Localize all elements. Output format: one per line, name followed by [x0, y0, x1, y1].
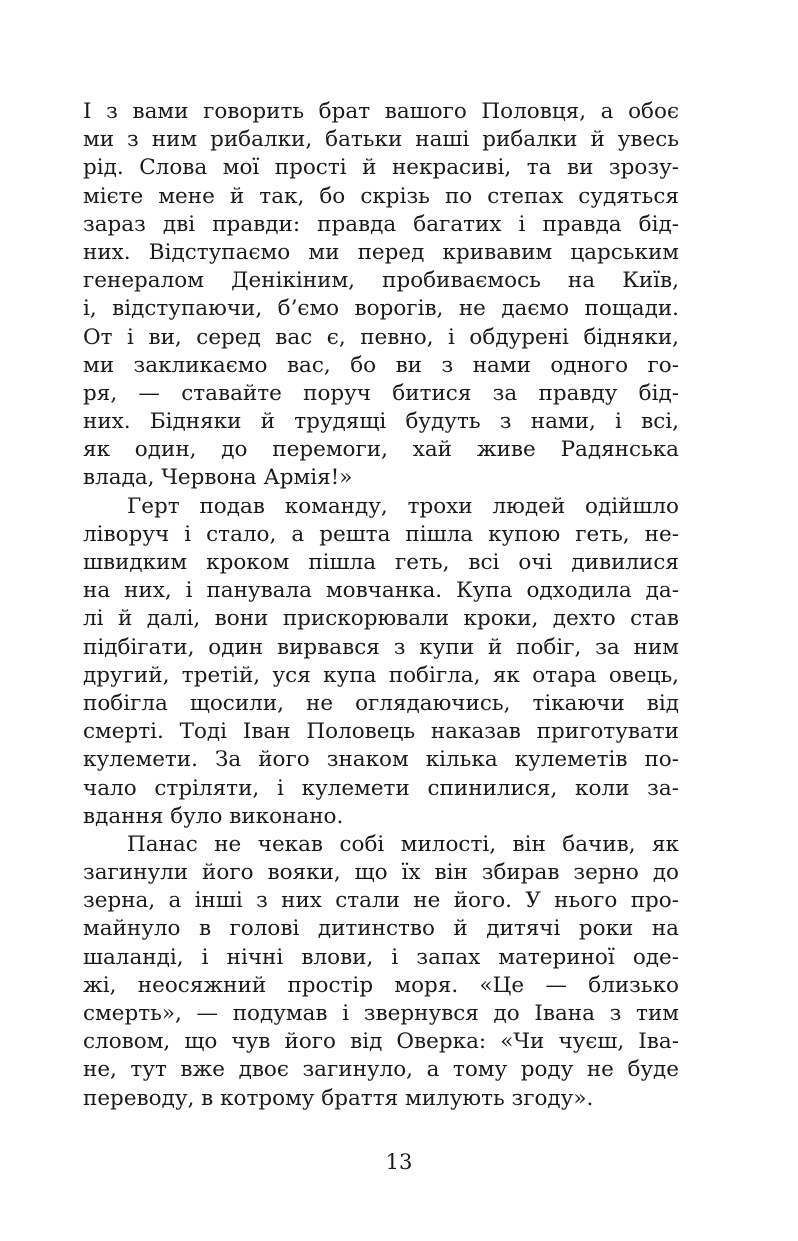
text-line: словом, що чув його від Оверка: «Чи чуєш, Іва-: [83, 1029, 679, 1055]
text-line: Герт подав команду, трохи людей одійшло: [127, 493, 679, 519]
paragraph-1: [83, 98, 679, 493]
text-line: влада, Червона Армія!»: [83, 465, 353, 491]
text-line: жі, неосяжний простір моря. «Це — близько: [83, 972, 679, 998]
text-line: зараз дві правди: правда багатих і правда бід-: [83, 211, 679, 237]
text-line: І з вами говорить брат вашого Половця, а обоє: [83, 99, 679, 124]
paragraph-3: [83, 831, 679, 1113]
text-line: ми закликаємо вас, бо ви з нами одного го-: [83, 352, 679, 378]
text-line: ми з ним рибалки, батьки наші рибалки й увесь: [83, 127, 679, 153]
text-line: не, тут вже двоє загинуло, а тому роду не буде: [83, 1057, 679, 1083]
text-line: другий, третій, уся купа побігла, як отара овець,: [83, 662, 679, 688]
paragraph-2: [83, 493, 679, 831]
text-line: швидким кроком пішла геть, всі очі дивилися: [83, 550, 679, 575]
text-line: чало стріляти, і кулемети спинилися, коли за-: [83, 775, 679, 801]
text-line: кулемети. За його знаком кілька кулеметів по-: [83, 747, 679, 773]
text-line: переводу, в котрому браття милують згоду».: [83, 1085, 594, 1111]
text-line: мієте мене й так, бо скрізь по степах судяться: [83, 183, 679, 209]
text-line: лі й далі, вони прискорювали кроки, дехто став: [83, 606, 679, 632]
text-line: ря, — ставайте поруч битися за правду бід-: [83, 380, 679, 406]
text-line: як один, до перемоги, хай живе Радянська: [83, 437, 679, 463]
page-number: 13: [385, 1150, 413, 1174]
text-line: смерть», — подумав і звернувся до Івана з тим: [83, 1001, 679, 1026]
text-line: генералом Денікіним, пробиваємось на Київ,: [83, 268, 679, 294]
text-line: От і ви, серед вас є, певно, і обдурені бідняки,: [83, 324, 679, 350]
text-line: і, відступаючи, б’ємо ворогів, не даємо пощади.: [83, 296, 679, 322]
text-line: майнуло в голові дитинство й дитячі роки на: [83, 916, 679, 942]
text-line: шаланді, і нічні влови, і запах материної оде-: [83, 944, 679, 970]
text-line: вдання було виконано.: [83, 803, 344, 829]
text-line: смерті. Тоді Іван Половець наказав приготувати: [83, 719, 679, 745]
text-line: Панас не чекав собі милості, він бачив, як: [127, 831, 679, 857]
text-line: побігла щосили, не оглядаючись, тікаючи від: [83, 690, 679, 716]
text-line: на них, і панувала мовчанка. Купа одходила да-: [83, 578, 679, 604]
text-line: ліворуч і стало, а решта пішла купою геть, не-: [83, 521, 679, 547]
page-body: [83, 98, 679, 1113]
text-line: них. Бідняки й трудящі будуть з нами, і всі,: [83, 409, 679, 435]
text-line: підбігати, один вирвався з купи й побіг, за ним: [83, 634, 679, 660]
text-line: загинули його вояки, що їх він збирав зерно до: [83, 860, 679, 886]
text-line: них. Відступаємо ми перед кривавим царським: [83, 239, 679, 265]
text-line: рід. Слова мої прості й некрасиві, та ви зрозу-: [83, 155, 679, 181]
text-line: зерна, а інші з них стали не його. У нього про-: [83, 888, 679, 914]
